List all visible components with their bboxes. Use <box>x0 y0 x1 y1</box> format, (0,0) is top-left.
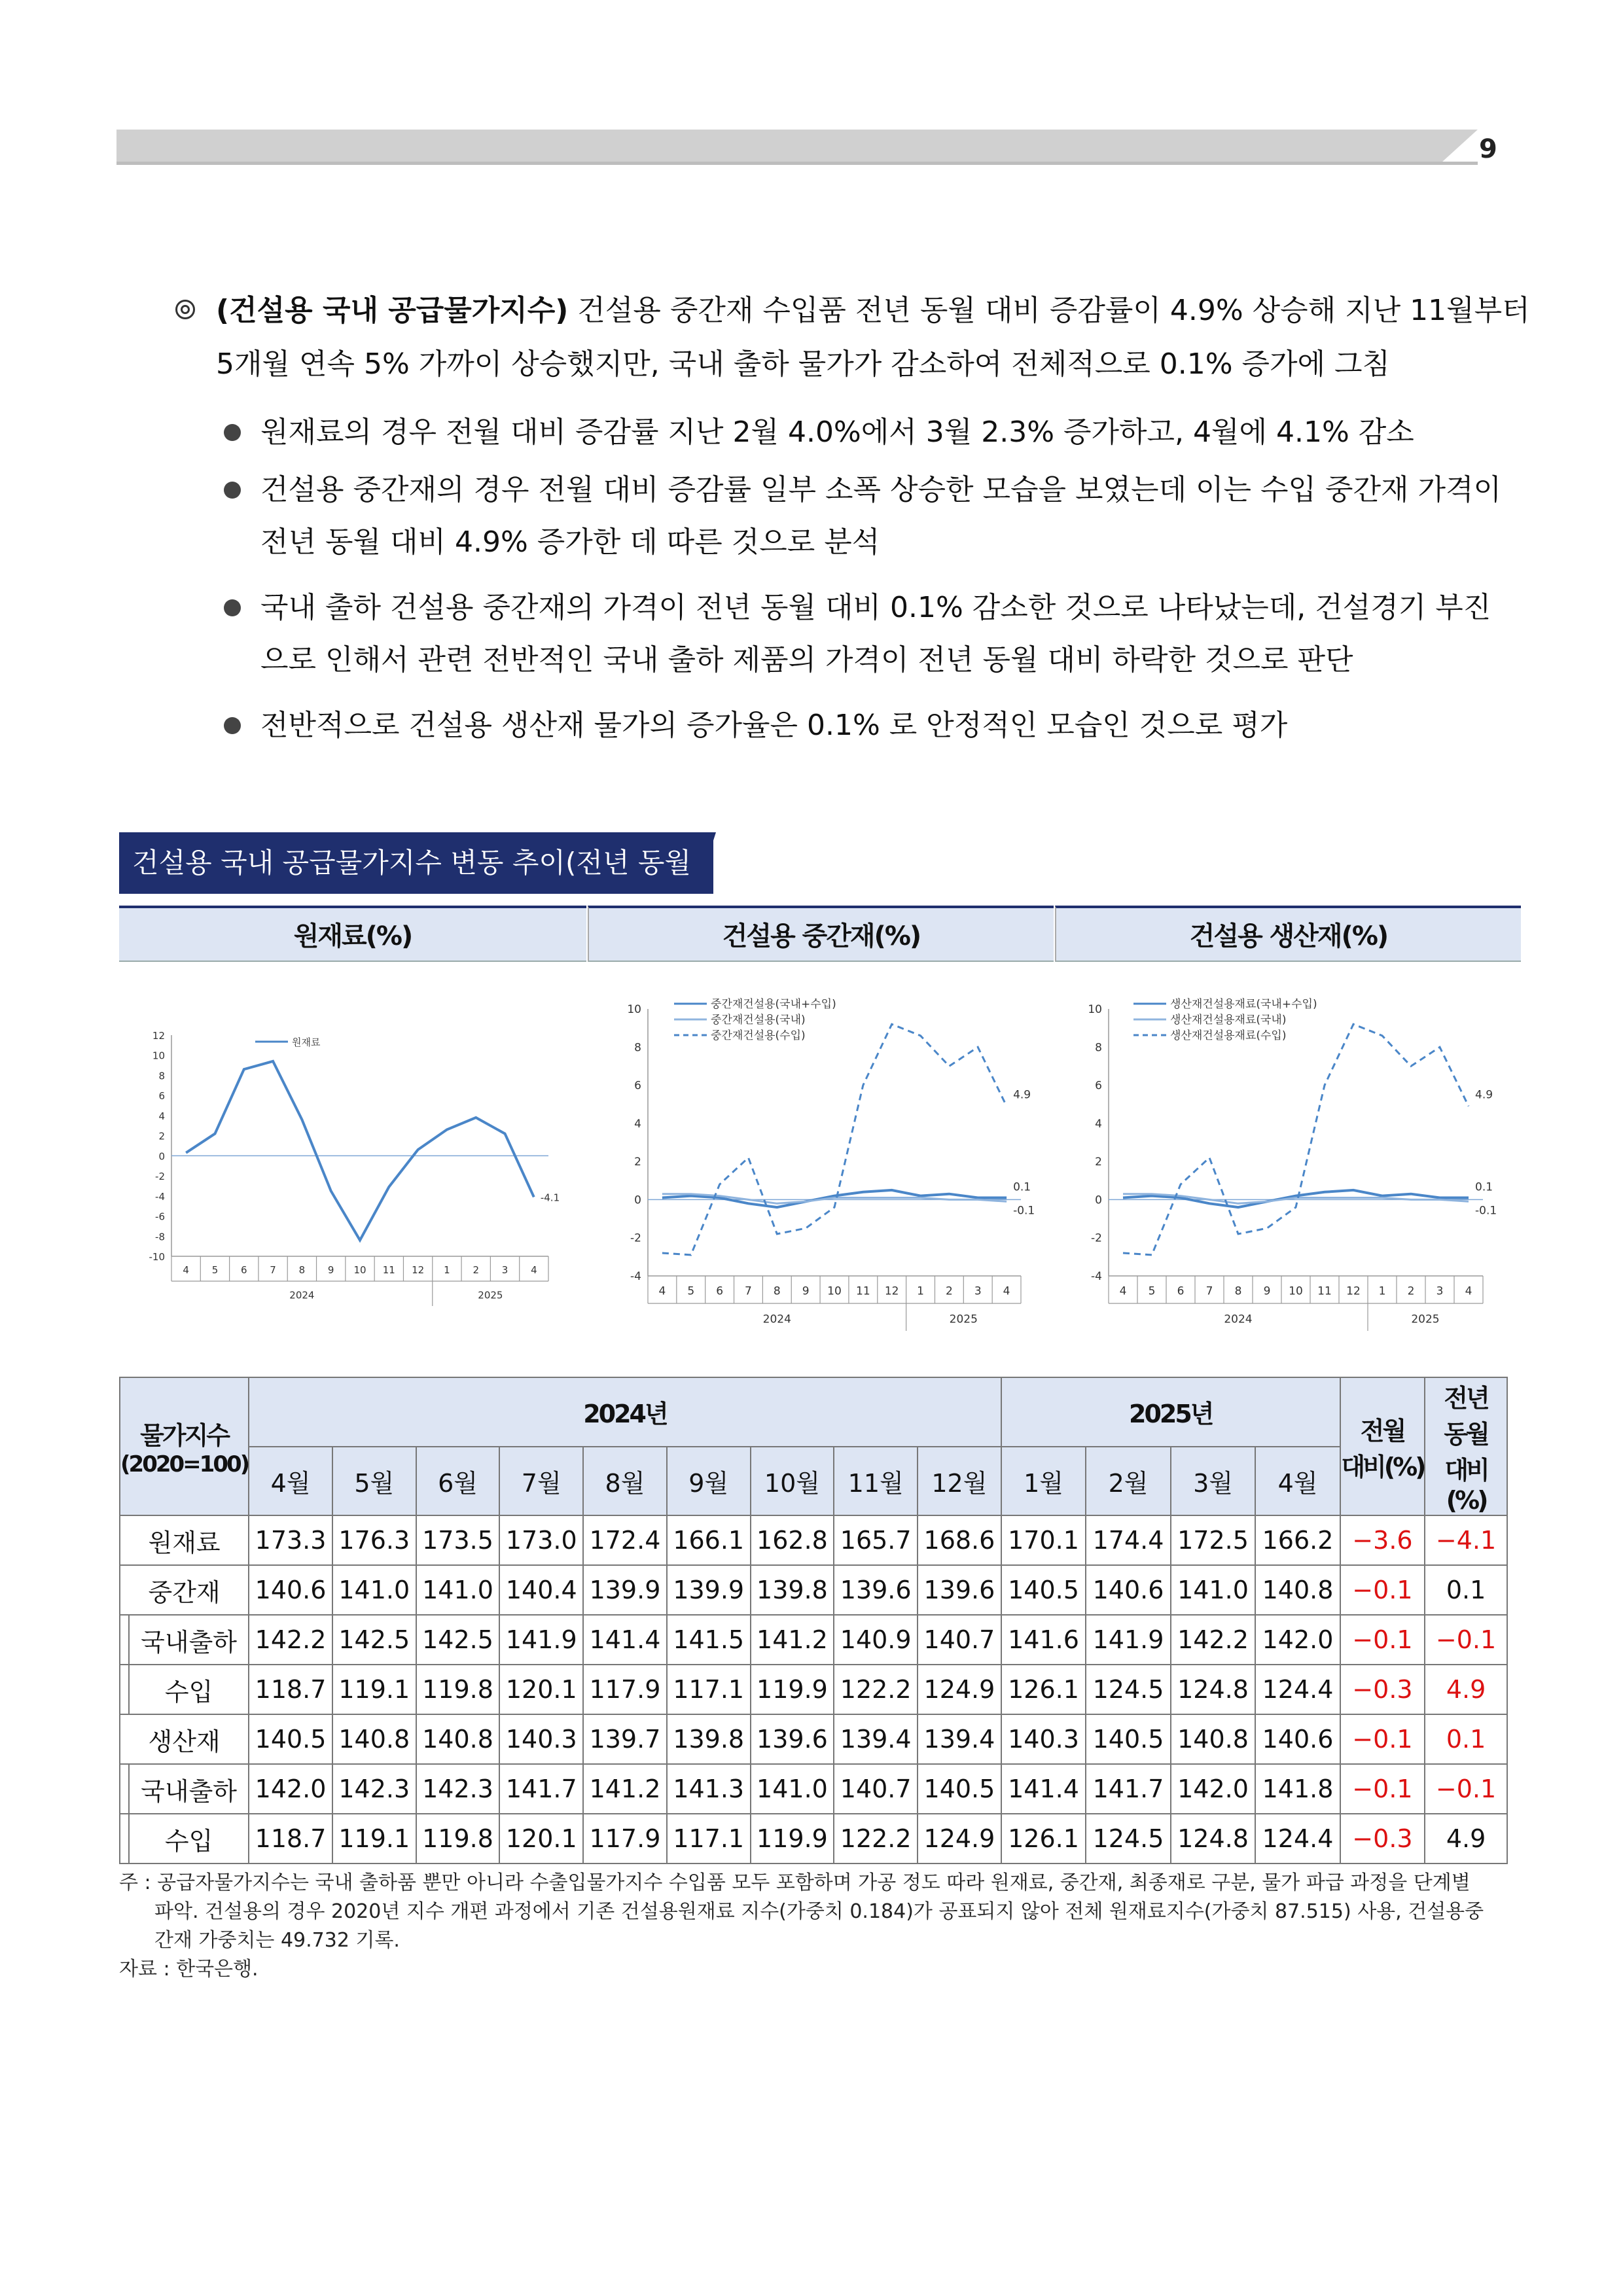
table-row <box>120 1714 1507 1764</box>
chart-header-production: 건설용 생산재(%) <box>1055 906 1521 962</box>
x-tick-label: 6 <box>716 1284 724 1298</box>
data-label: 4.9 <box>1475 1088 1493 1102</box>
table-cell: 142.5 <box>416 1615 500 1665</box>
x-tick-label: 12 <box>412 1263 425 1276</box>
table-cell: 141.2 <box>583 1764 667 1814</box>
table-row <box>120 1515 1507 1565</box>
x-tick-label: 12 <box>884 1284 899 1298</box>
y-tick-label: 0 <box>1095 1193 1102 1207</box>
table-cell: 139.9 <box>583 1565 667 1615</box>
chart-production <box>1056 963 1521 1349</box>
x-tick-label: 5 <box>1148 1284 1156 1298</box>
source-note: 자료 : 한국은행. <box>119 1958 259 1981</box>
table-cell: 120.1 <box>499 1665 583 1714</box>
table-row <box>120 1615 1507 1665</box>
y-tick-label: 2 <box>634 1156 641 1169</box>
x-tick-label: 2 <box>1407 1284 1415 1298</box>
year-label: 2024 <box>1224 1313 1253 1326</box>
x-tick-label: 1 <box>917 1284 924 1298</box>
table-cell: 120.1 <box>499 1814 583 1863</box>
table-cell: 141.6 <box>1001 1615 1086 1665</box>
bullet-1-line-1: 원재료의 경우 전월 대비 증감률 지난 2월 4.0%에서 3월 2.3% 증가하고, 4월에 4.1% 감소 <box>260 415 1414 449</box>
year-2024-header: 2024년 <box>249 1377 1001 1447</box>
table-cell: 119.8 <box>416 1814 500 1863</box>
month-header: 6월 <box>416 1447 500 1516</box>
mom-cell: −3.6 <box>1340 1515 1425 1565</box>
table-cell: 141.4 <box>1001 1764 1086 1814</box>
month-header: 5월 <box>332 1447 416 1516</box>
y-tick-label: -10 <box>149 1251 165 1263</box>
month-header: 8월 <box>583 1447 667 1516</box>
x-tick-label: 9 <box>802 1284 810 1298</box>
table-cell: 141.0 <box>1171 1565 1256 1615</box>
mom-cell: −0.1 <box>1340 1764 1425 1814</box>
y-tick-label: -2 <box>1091 1231 1102 1245</box>
table-cell: 141.9 <box>1086 1615 1171 1665</box>
row-label: 원재료 <box>120 1515 249 1565</box>
y-tick-label: -2 <box>630 1231 641 1245</box>
page-header-bar <box>116 130 1478 165</box>
x-tick-label: 10 <box>827 1284 842 1298</box>
y-tick-label: 6 <box>1095 1079 1102 1093</box>
y-tick-label: -6 <box>155 1210 165 1223</box>
table-cell: 162.8 <box>751 1515 834 1565</box>
table-cell: 139.9 <box>667 1565 751 1615</box>
x-tick-label: 6 <box>1177 1284 1185 1298</box>
corner-label-1: 물가지수 <box>140 1421 228 1450</box>
corner-label-2: (2020=100) <box>120 1451 249 1477</box>
mom-cell: −0.3 <box>1340 1665 1425 1714</box>
bullet-4-line-1: 전반적으로 건설용 생산재 물가의 증가율은 0.1% 로 안정적인 모습인 것으로 평가 <box>260 709 1288 742</box>
x-tick-label: 1 <box>1378 1284 1386 1298</box>
table-cell: 140.5 <box>249 1714 332 1764</box>
table-cell: 142.2 <box>249 1615 332 1665</box>
table-cell: 140.7 <box>834 1764 918 1814</box>
x-tick-label: 4 <box>1119 1284 1127 1298</box>
x-tick-label: 3 <box>501 1263 508 1276</box>
month-header: 9월 <box>667 1447 751 1516</box>
table-cell: 172.4 <box>583 1515 667 1565</box>
y-tick-label: 6 <box>158 1090 165 1103</box>
table-cell: 117.1 <box>667 1665 751 1714</box>
x-tick-label: 1 <box>444 1263 450 1276</box>
x-tick-label: 11 <box>1317 1284 1332 1298</box>
chart-header-raw: 원재료(%) <box>119 906 586 962</box>
yoy-header-line-2: 동월 <box>1444 1420 1488 1449</box>
table-cell: 142.5 <box>332 1615 416 1665</box>
table-cell: 173.5 <box>416 1515 500 1565</box>
table-cell: 142.2 <box>1171 1615 1256 1665</box>
x-tick-label: 6 <box>240 1263 247 1276</box>
table-cell: 174.4 <box>1086 1515 1171 1565</box>
table-row <box>120 1665 1507 1714</box>
table-body <box>120 1515 1507 1863</box>
table-row <box>120 1565 1507 1615</box>
year-label: 2025 <box>949 1313 978 1326</box>
mom-header <box>1340 1377 1425 1515</box>
table-cell: 166.1 <box>667 1515 751 1565</box>
table-cell: 140.5 <box>918 1764 1001 1814</box>
x-tick-label: 4 <box>183 1263 189 1276</box>
table-cell: 119.8 <box>416 1665 500 1714</box>
x-tick-label: 4 <box>531 1263 537 1276</box>
table-cell: 141.0 <box>332 1565 416 1615</box>
y-tick-label: 6 <box>634 1079 641 1093</box>
table-cell: 141.7 <box>1086 1764 1171 1814</box>
bullet-icon <box>224 424 241 441</box>
table-cell: 139.8 <box>751 1565 834 1615</box>
table-cell: 142.3 <box>332 1764 416 1814</box>
table-cell: 141.8 <box>1255 1764 1340 1814</box>
x-tick-label: 3 <box>974 1284 982 1298</box>
summary-lead-2: 5개월 연속 5% 가까이 상승했지만, 국내 출하 물가가 감소하여 전체적으로 0.1% 증가에 그침 <box>216 347 1391 381</box>
table-cell: 119.9 <box>751 1814 834 1863</box>
row-label: 국내출하 <box>120 1764 249 1814</box>
year-2025-header: 2025년 <box>1001 1377 1340 1447</box>
legend-label: 생산재건설용재료(국내+수입) <box>1170 998 1317 1011</box>
data-label: 4.9 <box>1013 1088 1031 1102</box>
month-header: 1월 <box>1001 1447 1086 1516</box>
legend-label: 중간재건설용(수입) <box>711 1029 806 1042</box>
y-tick-label: -4 <box>630 1270 641 1283</box>
table-cell: 140.6 <box>1255 1714 1340 1764</box>
data-label: 0.1 <box>1013 1180 1031 1194</box>
table-cell: 142.3 <box>416 1764 500 1814</box>
table-cell: 119.9 <box>751 1665 834 1714</box>
table-cell: 173.0 <box>499 1515 583 1565</box>
bullet-3-line-1: 국내 출하 건설용 중간재의 가격이 전년 동월 대비 0.1% 감소한 것으로 나타났는데, 건설경기 부진 <box>260 591 1491 624</box>
month-header: 3월 <box>1171 1447 1256 1516</box>
x-tick-label: 5 <box>211 1263 219 1276</box>
table-cell: 124.4 <box>1255 1814 1340 1863</box>
table-cell: 170.1 <box>1001 1515 1086 1565</box>
table-cell: 118.7 <box>249 1665 332 1714</box>
mom-header-line-2: 대비(%) <box>1341 1452 1424 1481</box>
table-cell: 117.9 <box>583 1665 667 1714</box>
table-cell: 168.6 <box>918 1515 1001 1565</box>
chart-header-intermediate: 건설용 중간재(%) <box>588 906 1054 962</box>
note-line-2: 파악. 건설용의 경우 2020년 지수 개편 과정에서 기존 건설용원재료 지수(가중치 0.184)가 공표되지 않아 전체 원재료지수(가중치 87.515) 사용, 건설용중 <box>154 1900 1484 1923</box>
table-cell: 142.0 <box>1255 1615 1340 1665</box>
table-cell: 141.5 <box>667 1615 751 1665</box>
yoy-header <box>1425 1377 1507 1515</box>
legend-label: 생산재건설용재료(국내) <box>1170 1014 1287 1027</box>
x-tick-label: 8 <box>298 1263 306 1276</box>
table-cell: 140.8 <box>332 1714 416 1764</box>
data-label: 0.1 <box>1475 1180 1493 1194</box>
legend-label: 생산재건설용재료(수입) <box>1170 1029 1287 1042</box>
table-cell: 141.4 <box>583 1615 667 1665</box>
table-cell: 117.9 <box>583 1814 667 1863</box>
data-label: -4.1 <box>540 1192 560 1204</box>
mom-cell: −0.1 <box>1340 1615 1425 1665</box>
table-cell: 140.7 <box>918 1615 1001 1665</box>
legend-label: 중간재건설용(국내) <box>711 1014 806 1027</box>
chart-raw-materials <box>124 963 582 1330</box>
month-header: 7월 <box>499 1447 583 1516</box>
table-cell: 141.2 <box>751 1615 834 1665</box>
row-label: 수입 <box>120 1665 249 1714</box>
y-tick-label: 8 <box>1095 1041 1102 1055</box>
bullet-2-line-1: 건설용 중간재의 경우 전월 대비 증감률 일부 소폭 상승한 모습을 보였는데 이는 수입 중간재 가격이 <box>260 473 1501 506</box>
table-cell: 139.7 <box>583 1714 667 1764</box>
table-cell: 139.4 <box>834 1714 918 1764</box>
bullet-icon <box>224 717 241 734</box>
x-tick-label: 9 <box>1263 1284 1271 1298</box>
legend-label: 중간재건설용(국내+수입) <box>711 998 836 1011</box>
note-line-3: 간재 가중치는 49.732 기록. <box>154 1929 400 1952</box>
month-header-row <box>120 1447 1507 1516</box>
x-tick-label: 10 <box>1289 1284 1303 1298</box>
table-cell: 176.3 <box>332 1515 416 1565</box>
yoy-cell: −4.1 <box>1425 1515 1507 1565</box>
table-row <box>120 1764 1507 1814</box>
mom-cell: −0.3 <box>1340 1814 1425 1863</box>
chart-intermediate <box>589 963 1054 1349</box>
table-cell: 124.9 <box>918 1665 1001 1714</box>
y-tick-label: 2 <box>158 1130 165 1142</box>
table-cell: 140.4 <box>499 1565 583 1615</box>
y-tick-label: 12 <box>152 1030 165 1042</box>
table-cell: 141.3 <box>667 1764 751 1814</box>
table-cell: 118.7 <box>249 1814 332 1863</box>
yoy-cell: 4.9 <box>1425 1665 1507 1714</box>
month-header: 11월 <box>834 1447 918 1516</box>
year-label: 2025 <box>478 1289 503 1301</box>
bullet-icon <box>224 599 241 616</box>
x-tick-label: 4 <box>658 1284 666 1298</box>
y-tick-label: 4 <box>158 1110 165 1122</box>
table-corner <box>120 1377 249 1515</box>
table-cell: 122.2 <box>834 1814 918 1863</box>
yoy-cell: −0.1 <box>1425 1764 1507 1814</box>
table-cell: 139.6 <box>918 1565 1001 1615</box>
table-cell: 122.2 <box>834 1665 918 1714</box>
x-tick-label: 5 <box>687 1284 695 1298</box>
table-cell: 124.5 <box>1086 1814 1171 1863</box>
x-tick-label: 2 <box>945 1284 953 1298</box>
x-tick-label: 4 <box>1003 1284 1010 1298</box>
y-tick-label: -4 <box>155 1190 165 1203</box>
table-cell: 124.8 <box>1171 1665 1256 1714</box>
table-cell: 166.2 <box>1255 1515 1340 1565</box>
x-tick-label: 9 <box>327 1263 334 1276</box>
x-tick-label: 7 <box>1205 1284 1213 1298</box>
table-cell: 126.1 <box>1001 1665 1086 1714</box>
y-tick-label: 8 <box>634 1041 641 1055</box>
y-tick-label: -8 <box>155 1231 165 1243</box>
table-cell: 140.8 <box>1171 1714 1256 1764</box>
summary-lead-1: 건설용 중간재 수입품 전년 동월 대비 증감률이 4.9% 상승해 지난 11월부터 <box>577 294 1530 327</box>
double-circle-icon <box>175 300 195 319</box>
yoy-header-line-3: 대비(%) <box>1444 1456 1488 1515</box>
month-header: 10월 <box>751 1447 834 1516</box>
y-tick-label: -2 <box>155 1171 165 1183</box>
table-cell: 141.0 <box>416 1565 500 1615</box>
mom-header-line-1: 전월 <box>1360 1416 1405 1445</box>
month-header: 4월 <box>249 1447 332 1516</box>
month-header: 2월 <box>1086 1447 1171 1516</box>
table-cell: 141.9 <box>499 1615 583 1665</box>
table-cell: 140.6 <box>1086 1565 1171 1615</box>
y-tick-label: 4 <box>634 1117 641 1131</box>
data-label: -0.1 <box>1475 1204 1497 1218</box>
table-cell: 140.6 <box>249 1565 332 1615</box>
y-tick-label: 0 <box>634 1193 641 1207</box>
table-row <box>120 1814 1507 1863</box>
table-cell: 139.6 <box>834 1565 918 1615</box>
mom-cell: −0.1 <box>1340 1565 1425 1615</box>
table-cell: 124.5 <box>1086 1665 1171 1714</box>
row-label: 중간재 <box>120 1565 249 1615</box>
table-cell: 141.0 <box>751 1764 834 1814</box>
x-tick-label: 10 <box>353 1263 366 1276</box>
yoy-header-line-1: 전년 <box>1444 1384 1488 1413</box>
yoy-cell: 0.1 <box>1425 1714 1507 1764</box>
table-cell: 140.3 <box>1001 1714 1086 1764</box>
x-tick-label: 7 <box>745 1284 752 1298</box>
row-label: 생산재 <box>120 1714 249 1764</box>
legend-label: 원재료 <box>292 1036 321 1048</box>
month-header: 12월 <box>918 1447 1001 1516</box>
year-label: 2024 <box>289 1289 315 1301</box>
y-tick-label: 10 <box>1088 1003 1102 1016</box>
x-tick-label: 12 <box>1346 1284 1361 1298</box>
table-cell: 165.7 <box>834 1515 918 1565</box>
table-cell: 140.5 <box>1086 1714 1171 1764</box>
x-tick-label: 3 <box>1436 1284 1444 1298</box>
x-tick-label: 7 <box>270 1263 276 1276</box>
row-label: 국내출하 <box>120 1615 249 1665</box>
note-line-1: 주 : 공급자물가지수는 국내 출하품 뿐만 아니라 수출입물가지수 수입품 모두 포함하며 가공 정도 따라 원재료, 중간재, 최종재로 구분, 물가 파급 과정을 단계별 <box>119 1871 1471 1894</box>
bullet-icon <box>224 482 241 499</box>
table-cell: 119.1 <box>332 1665 416 1714</box>
data-label: -0.1 <box>1013 1204 1035 1218</box>
yoy-cell: −0.1 <box>1425 1615 1507 1665</box>
table-cell: 141.7 <box>499 1764 583 1814</box>
y-tick-label: 2 <box>1095 1156 1102 1169</box>
x-tick-label: 2 <box>473 1263 480 1276</box>
yoy-cell: 4.9 <box>1425 1814 1507 1863</box>
price-index-table <box>119 1377 1508 1864</box>
table-cell: 139.8 <box>667 1714 751 1764</box>
x-tick-label: 8 <box>773 1284 781 1298</box>
table-cell: 117.1 <box>667 1814 751 1863</box>
month-header: 4월 <box>1255 1447 1340 1516</box>
table-cell: 140.5 <box>1001 1565 1086 1615</box>
y-tick-label: 0 <box>158 1150 165 1163</box>
bullet-3-line-2: 으로 인해서 관련 전반적인 국내 출하 제품의 가격이 전년 동월 대비 하락한 것으로 판단 <box>260 643 1353 677</box>
y-tick-label: 10 <box>152 1050 165 1062</box>
year-label: 2025 <box>1411 1313 1440 1326</box>
table-cell: 142.0 <box>1171 1764 1256 1814</box>
table-cell: 124.9 <box>918 1814 1001 1863</box>
y-tick-label: -4 <box>1091 1270 1102 1283</box>
table-cell: 172.5 <box>1171 1515 1256 1565</box>
table-cell: 124.8 <box>1171 1814 1256 1863</box>
table-cell: 142.0 <box>249 1764 332 1814</box>
table-cell: 140.8 <box>416 1714 500 1764</box>
summary-heading: (건설용 국내 공급물가지수) <box>216 294 569 327</box>
y-tick-label: 10 <box>627 1003 641 1016</box>
table-cell: 139.6 <box>751 1714 834 1764</box>
yoy-cell: 0.1 <box>1425 1565 1507 1615</box>
page-number: 9 <box>1479 134 1497 164</box>
summary-lead-line-1 <box>216 292 1530 330</box>
table-cell: 139.4 <box>918 1714 1001 1764</box>
x-tick-label: 11 <box>856 1284 870 1298</box>
y-tick-label: 4 <box>1095 1117 1102 1131</box>
x-tick-label: 11 <box>382 1263 395 1276</box>
table-cell: 140.3 <box>499 1714 583 1764</box>
table-cell: 126.1 <box>1001 1814 1086 1863</box>
table-cell: 140.8 <box>1255 1565 1340 1615</box>
table-cell: 124.4 <box>1255 1665 1340 1714</box>
mom-cell: −0.1 <box>1340 1714 1425 1764</box>
x-tick-label: 4 <box>1465 1284 1472 1298</box>
table-cell: 119.1 <box>332 1814 416 1863</box>
year-label: 2024 <box>762 1313 791 1326</box>
row-label: 수입 <box>120 1814 249 1863</box>
section-title: 건설용 국내 공급물가지수 변동 추이(전년 동월 <box>119 832 713 894</box>
x-tick-label: 8 <box>1234 1284 1242 1298</box>
y-tick-label: 8 <box>158 1070 165 1082</box>
table-cell: 140.9 <box>834 1615 918 1665</box>
table-cell: 173.3 <box>249 1515 332 1565</box>
bullet-2-line-2: 전년 동월 대비 4.9% 증가한 데 따른 것으로 분석 <box>260 525 880 559</box>
